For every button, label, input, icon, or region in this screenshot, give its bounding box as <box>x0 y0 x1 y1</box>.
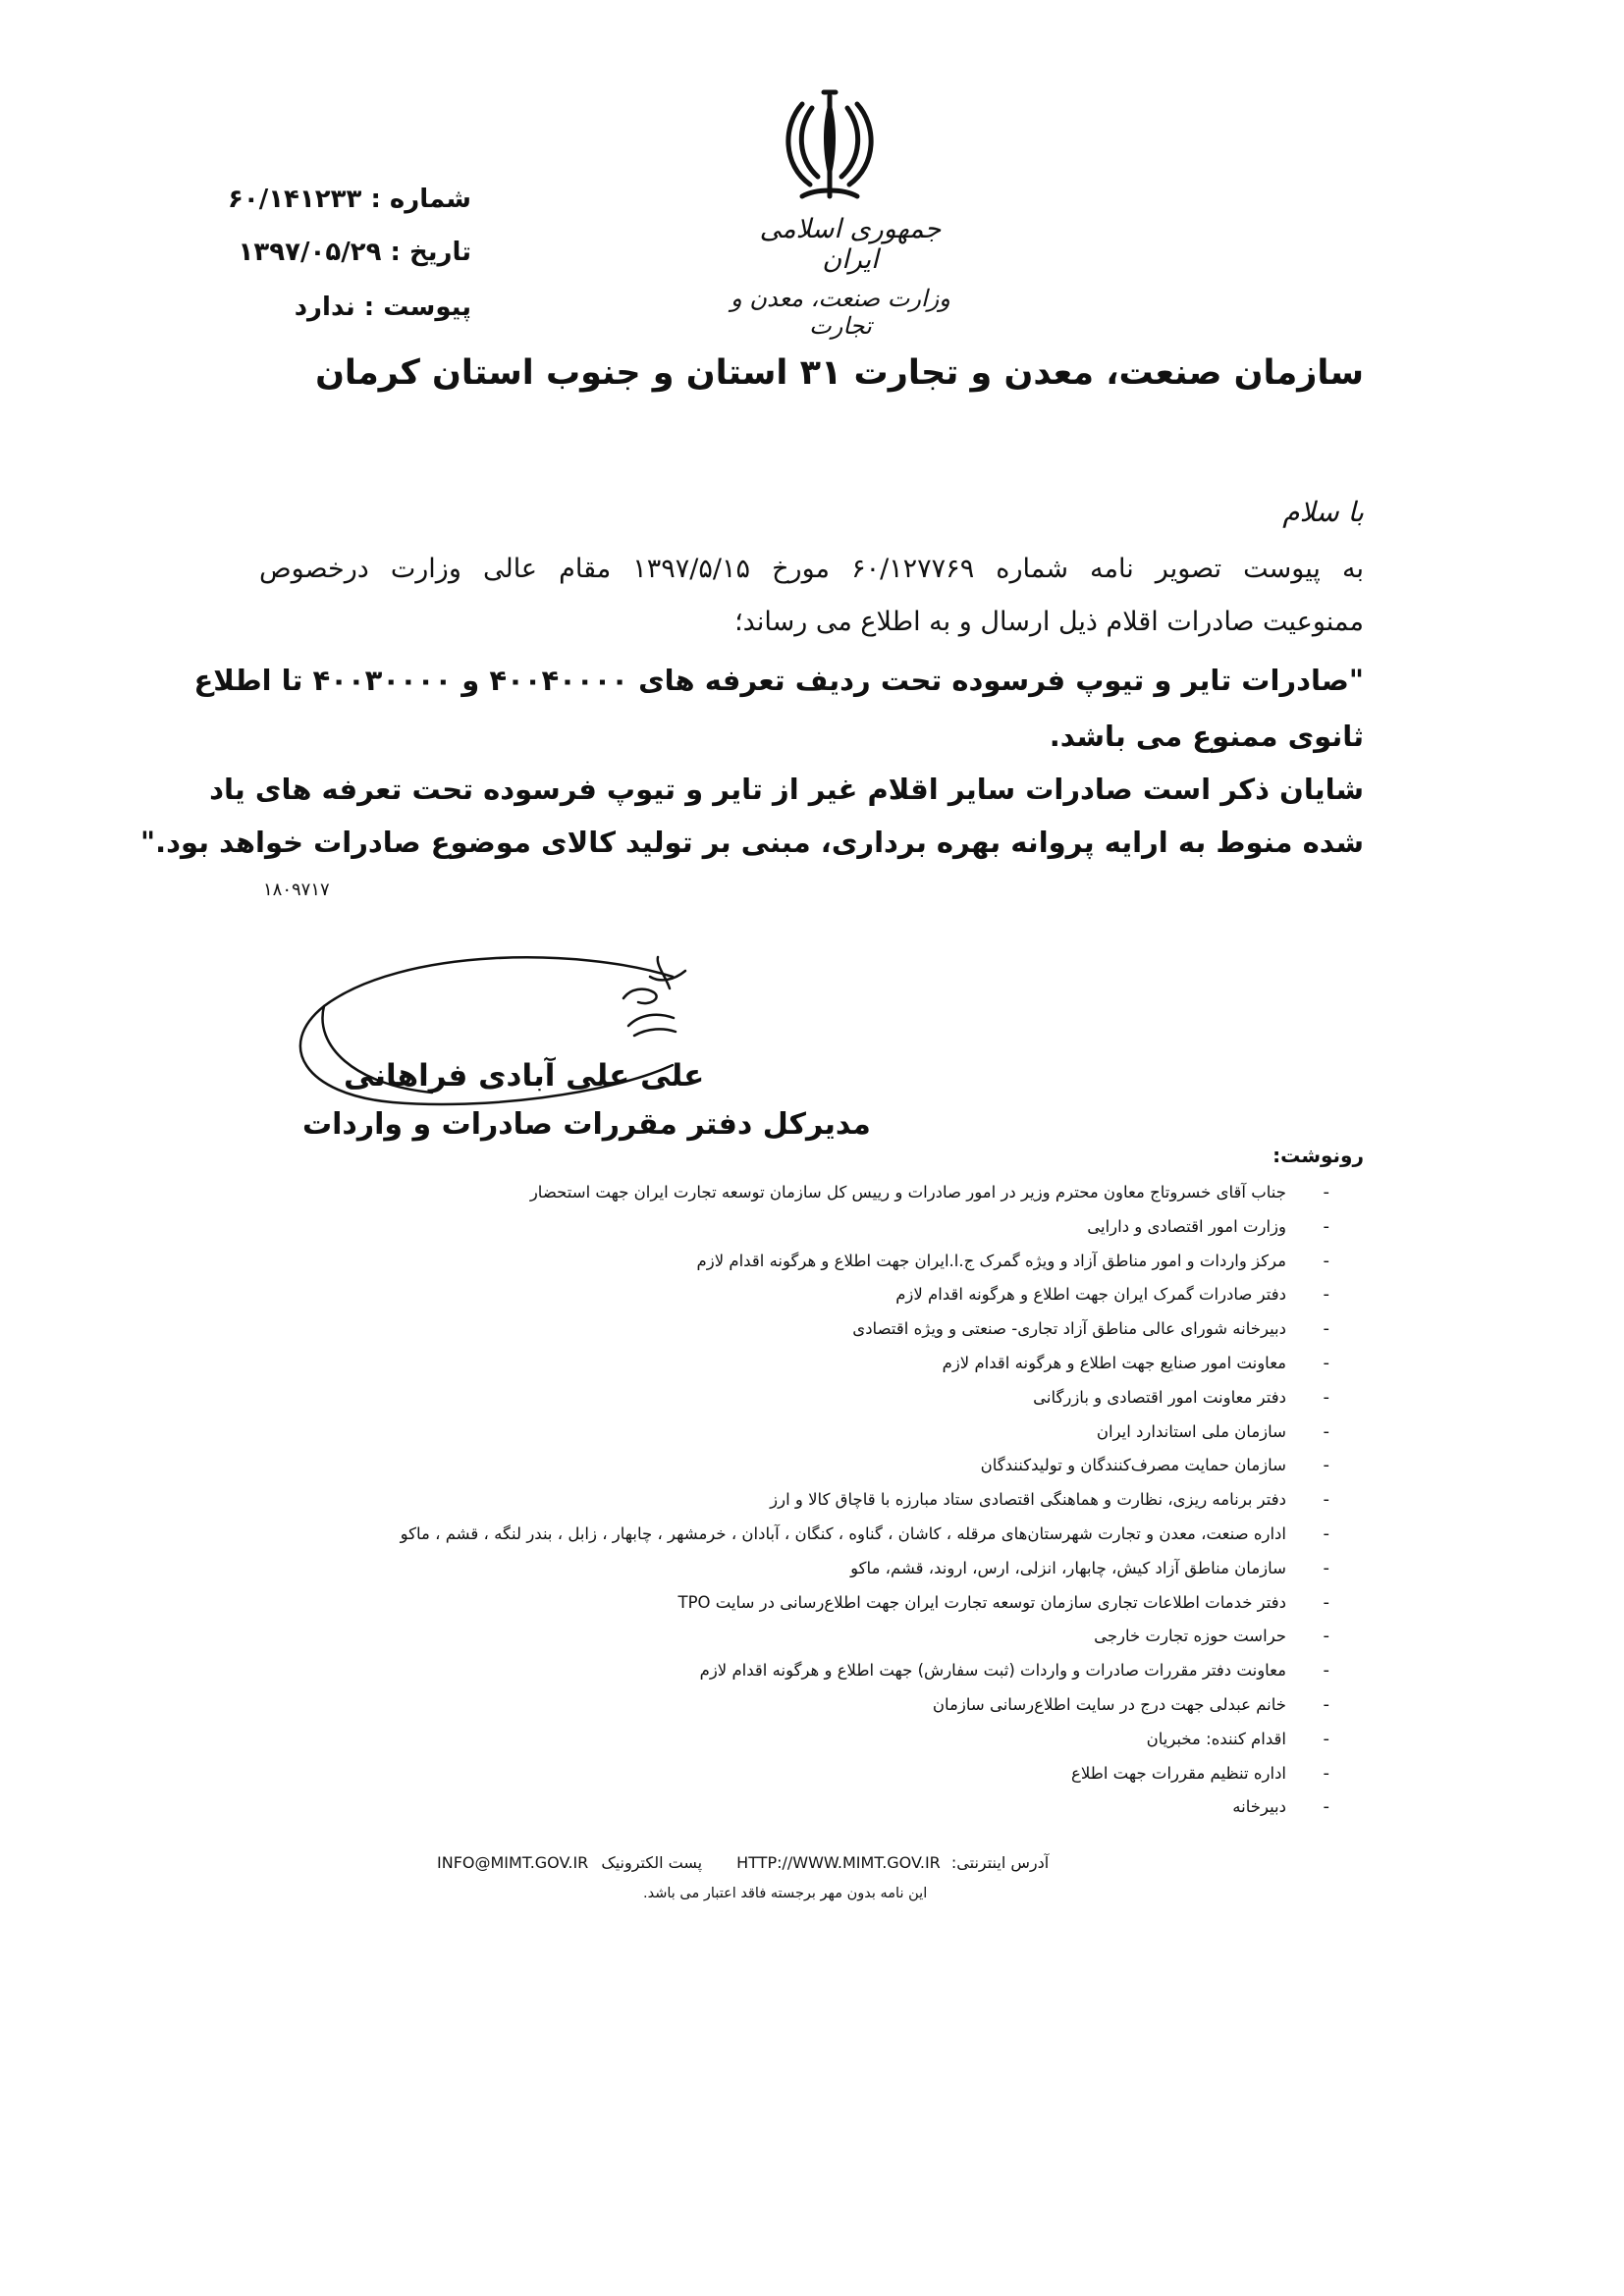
footer-website: HTTP://WWW.MIMT.GOV.IR <box>736 1853 941 1872</box>
body-line: "صادرات تایر و تیوپ فرسوده تحت ردیف تعرفه های ۴۰۰۴۰۰۰۰ و ۴۰۰۳۰۰۰۰ تا اطلاع <box>193 664 1364 697</box>
footer-email: INFO@MIMT.GOV.IR <box>437 1853 589 1872</box>
list-item: - دفتر معاونت امور اقتصادی و بازرگانی <box>249 1381 1329 1415</box>
footer-contact <box>437 1853 1049 1872</box>
iran-emblem-icon <box>781 86 879 209</box>
signer-title: مدیرکل دفتر مقررات صادرات و واردات <box>302 1107 871 1142</box>
list-item: - دفتر برنامه ریزی، نظارت و هماهنگی اقتصادی ستاد مبارزه با قاچاق کالا و ارز <box>249 1483 1329 1518</box>
list-item: - اداره صنعت، معدن و تجارت شهرستان‌های مرقله ، کاشان ، گناوه ، کنگان ، آبادان ، خرمشهر ، چابهار ، زابل ، بندر لنگه ، قشم ، ماکو <box>249 1518 1329 1552</box>
list-item: - معاونت دفتر مقررات صادرات و واردات (ثبت سفارش) جهت اطلاع و هرگونه اقدام لازم <box>249 1654 1329 1688</box>
cc-heading: رونوشت: <box>1272 1144 1364 1167</box>
list-item: - دفتر خدمات اطلاعات تجاری سازمان توسعه تجارت ایران جهت اطلاع‌رسانی در سایت TPO <box>249 1586 1329 1621</box>
body-line: ثانوی ممنوع می باشد. <box>1049 720 1364 753</box>
header-ministry-name: وزارت صنعت، معدن و تجارت <box>731 285 950 340</box>
footer-email-label: پست الکترونیک <box>601 1853 703 1872</box>
handwritten-signature <box>285 937 717 1134</box>
header-country-name: جمهوری اسلامی ایران <box>759 214 942 275</box>
list-item: - دبیرخانه <box>249 1790 1329 1825</box>
letter-date: تاریخ : ۱۳۹۷/۰۵/۲۹ <box>238 238 471 267</box>
letter-attachment: پیوست : ندارد <box>294 293 471 322</box>
body-line: شده منوط به ارایه پروانه بهره برداری، مبنی بر تولید کالای موضوع صادرات خواهد بود." <box>139 826 1364 859</box>
list-item: - مرکز واردات و امور مناطق آزاد و ویژه گمرک ج.ا.ایران جهت اطلاع و هرگونه اقدام لازم <box>249 1245 1329 1279</box>
reference-number: ۱۸۰۹۷۱۷ <box>263 880 330 900</box>
list-item: - خانم عبدلی جهت درج در سایت اطلاع‌رسانی سازمان <box>249 1688 1329 1723</box>
organization-title: سازمان صنعت، معدن و تجارت ۳۱ استان و جنوب استان کرمان <box>315 353 1364 393</box>
list-item: - جناب آقای خسروتاج معاون محترم وزیر در امور صادرات و رییس کل سازمان توسعه تجارت ایران جهت استحضار <box>249 1176 1329 1210</box>
list-item: - دفتر صادرات گمرک ایران جهت اطلاع و هرگونه اقدام لازم <box>249 1278 1329 1312</box>
list-item: - وزارت امور اقتصادی و دارایی <box>249 1210 1329 1245</box>
body-line: به پیوست تصویر نامه شماره ۶۰/۱۲۷۷۶۹ مورخ ۱۳۹۷/۵/۱۵ مقام عالی وزارت درخصوص <box>259 554 1364 584</box>
list-item: - سازمان ملی استاندارد ایران <box>249 1415 1329 1450</box>
list-item: - اداره تنظیم مقررات جهت اطلاع <box>249 1757 1329 1791</box>
body-line: ممنوعیت صادرات اقلام ذیل ارسال و به اطلاع می رساند؛ <box>734 607 1364 637</box>
signer-name: علی علی آبادی فراهانی <box>344 1058 705 1094</box>
footer-website-label: آدرس اینترنتی: <box>950 1853 1050 1872</box>
letter-number: شماره : ۶۰/۱۴۱۲۳۳ <box>227 185 471 214</box>
list-item: - حراست حوزه تجارت خارجی <box>249 1620 1329 1654</box>
list-item: - اقدام کننده: مخبریان <box>249 1723 1329 1757</box>
salutation: با سلام <box>1282 496 1364 528</box>
list-item: - دبیرخانه شورای عالی مناطق آزاد تجاری- صنعتی و ویژه اقتصادی <box>249 1312 1329 1347</box>
list-item: - معاونت امور صنایع جهت اطلاع و هرگونه اقدام لازم <box>249 1347 1329 1381</box>
list-item: - سازمان حمایت مصرف‌کنندگان و تولیدکنندگان <box>249 1449 1329 1483</box>
footer-validity-note: این نامه بدون مهر برجسته فاقد اعتبار می باشد. <box>643 1886 928 1901</box>
cc-list <box>249 1176 1329 1825</box>
body-line: شایان ذکر است صادرات سایر اقلام غیر از تایر و تیوپ فرسوده تحت تعرفه های یاد <box>209 773 1364 806</box>
list-item: - سازمان مناطق آزاد کیش، چابهار، انزلی، ارس، اروند، قشم، ماکو <box>249 1552 1329 1586</box>
